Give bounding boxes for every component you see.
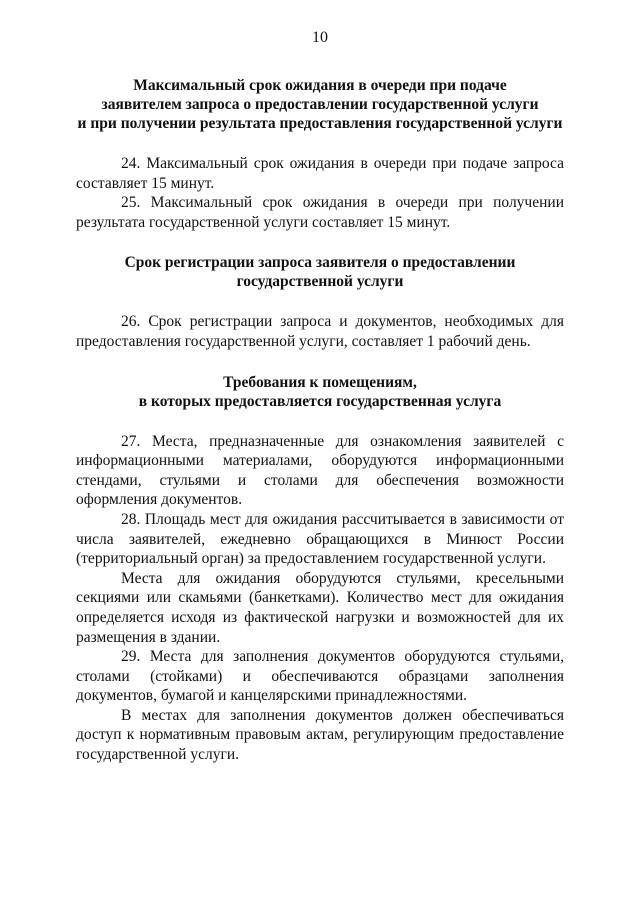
section-heading-registration-term: [76, 253, 564, 291]
heading-line: государственной услуги: [236, 273, 404, 291]
document-body: [76, 76, 564, 765]
heading-line: Требования к помещениям,: [223, 373, 417, 391]
heading-line: и при получении результата предоставления государственной услуги: [77, 115, 563, 132]
paragraph-27: 27. Места, предназначенные для ознакомления заявителей с информационными материалами, оборудуются информационными стендами, стульями и столами для обеспечения возможности оформления документов.: [76, 432, 564, 509]
paragraph-26: 26. Срок регистрации запроса и документов, необходимых для предоставления государственной услуги, составляет 1 рабочий день.: [76, 313, 564, 350]
paragraph-28: 28. Площадь мест для ожидания рассчитывается в зависимости от числа заявителей, ежедневно обращающихся в Минюст России (территориальный орган) за предоставлением государственной услуги.: [76, 510, 564, 568]
paragraph-28-waiting-places: Места для ожидания оборудуются стульями, кресельными секциями или скамьями (банкетками). Количество мест для ожидания определяется исходя из фактической нагрузки и возможностей для их размещения в здании.: [76, 569, 564, 646]
heading-line: Срок регистрации запроса заявителя о предоставлении: [124, 254, 516, 272]
paragraph-24: 24. Максимальный срок ожидания в очереди при подаче запроса составляет 15 минут.: [76, 155, 564, 192]
paragraph-29: 29. Места для заполнения документов оборудуются стульями, столами (стойками) и обеспечиваются образцами заполнения документов, бумагой и канцелярскими принадлежностями.: [76, 648, 564, 705]
page-number: 10: [312, 29, 328, 46]
heading-line: в которых предоставляется государственная услуга: [138, 392, 502, 410]
section-heading-premises-requirements: [76, 373, 564, 411]
heading-line: заявителем запроса о предоставлении государственной услуги: [101, 96, 539, 113]
section-heading-waiting-time: [76, 76, 564, 133]
paragraph-25: 25. Максимальный срок ожидания в очереди при получении результата государственной услуги составляет 15 минут.: [76, 194, 564, 231]
paragraph-29-legal-acts: В местах для заполнения документов должен обеспечиваться доступ к нормативным правовым актам, регулирующим предоставление государственной услуги.: [76, 706, 564, 764]
heading-line: Максимальный срок ожидания в очереди при подаче: [133, 77, 507, 94]
